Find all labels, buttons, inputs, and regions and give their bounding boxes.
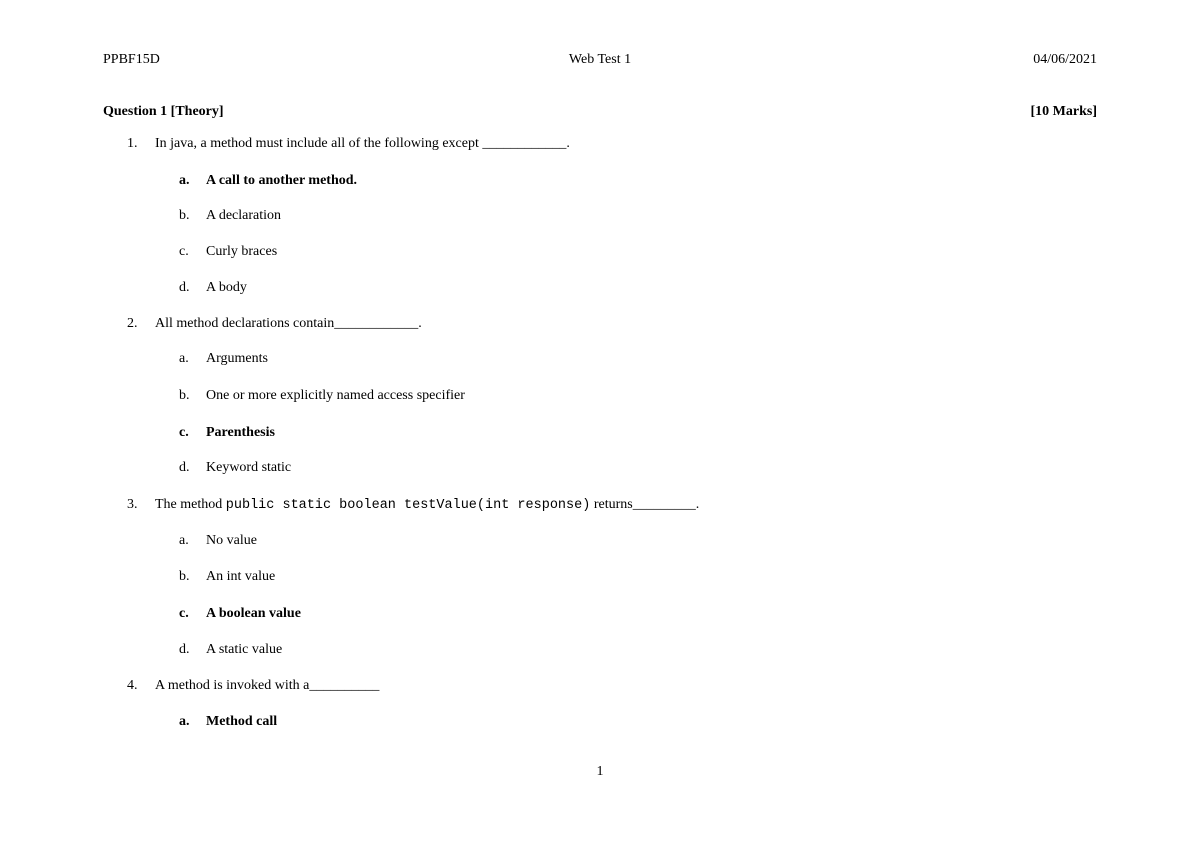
option-label: c. <box>179 425 189 440</box>
question-text: All method declarations contain____________. <box>155 316 422 331</box>
option-text: Arguments <box>206 351 268 366</box>
option-text: A declaration <box>206 208 282 223</box>
option-text: A body <box>206 280 247 295</box>
question-text: A method is invoked with a__________ <box>155 678 380 693</box>
option-text: Keyword static <box>206 460 292 475</box>
option-text: One or more explicitly named access specifier <box>206 388 465 403</box>
section-marks: [10 Marks] <box>1030 104 1097 119</box>
question-number: 1. <box>127 136 138 151</box>
option-label: b. <box>179 208 190 223</box>
option-text: A call to another method. <box>206 173 358 188</box>
question-text-before: The method <box>155 497 226 512</box>
option-label: b. <box>179 569 190 584</box>
question-text-after: returns_________. <box>590 497 700 512</box>
option-label: b. <box>179 388 190 403</box>
option-label: c. <box>179 244 189 259</box>
question-text: In java, a method must include all of the following except ____________. <box>155 136 570 151</box>
option-label: d. <box>179 280 190 295</box>
section-heading <box>103 104 1097 120</box>
option-label: d. <box>179 460 190 475</box>
option-text: An int value <box>206 569 276 584</box>
option-text: A static value <box>206 642 283 657</box>
option-label: c. <box>179 606 189 621</box>
page-number: 1 <box>596 764 604 779</box>
header-test-title: Web Test 1 <box>568 52 632 67</box>
option-text: No value <box>206 533 257 548</box>
question-number: 3. <box>127 497 138 512</box>
option-label: a. <box>179 533 189 548</box>
option-text: Parenthesis <box>206 425 275 440</box>
option-label: a. <box>179 351 189 366</box>
option-text: A boolean value <box>206 606 301 621</box>
question-number: 4. <box>127 678 138 693</box>
header-date: 04/06/2021 <box>1033 52 1097 67</box>
question-number: 2. <box>127 316 138 331</box>
section-title: Question 1 [Theory] <box>103 104 224 119</box>
option-text: Curly braces <box>206 244 278 259</box>
code-snippet: public static boolean testValue(int response) <box>225 498 591 513</box>
question-text <box>155 497 699 514</box>
option-label: a. <box>179 173 190 188</box>
option-text: Method call <box>206 714 278 729</box>
header-course-code: PPBF15D <box>103 52 160 67</box>
option-label: a. <box>179 714 190 729</box>
option-label: d. <box>179 642 190 657</box>
